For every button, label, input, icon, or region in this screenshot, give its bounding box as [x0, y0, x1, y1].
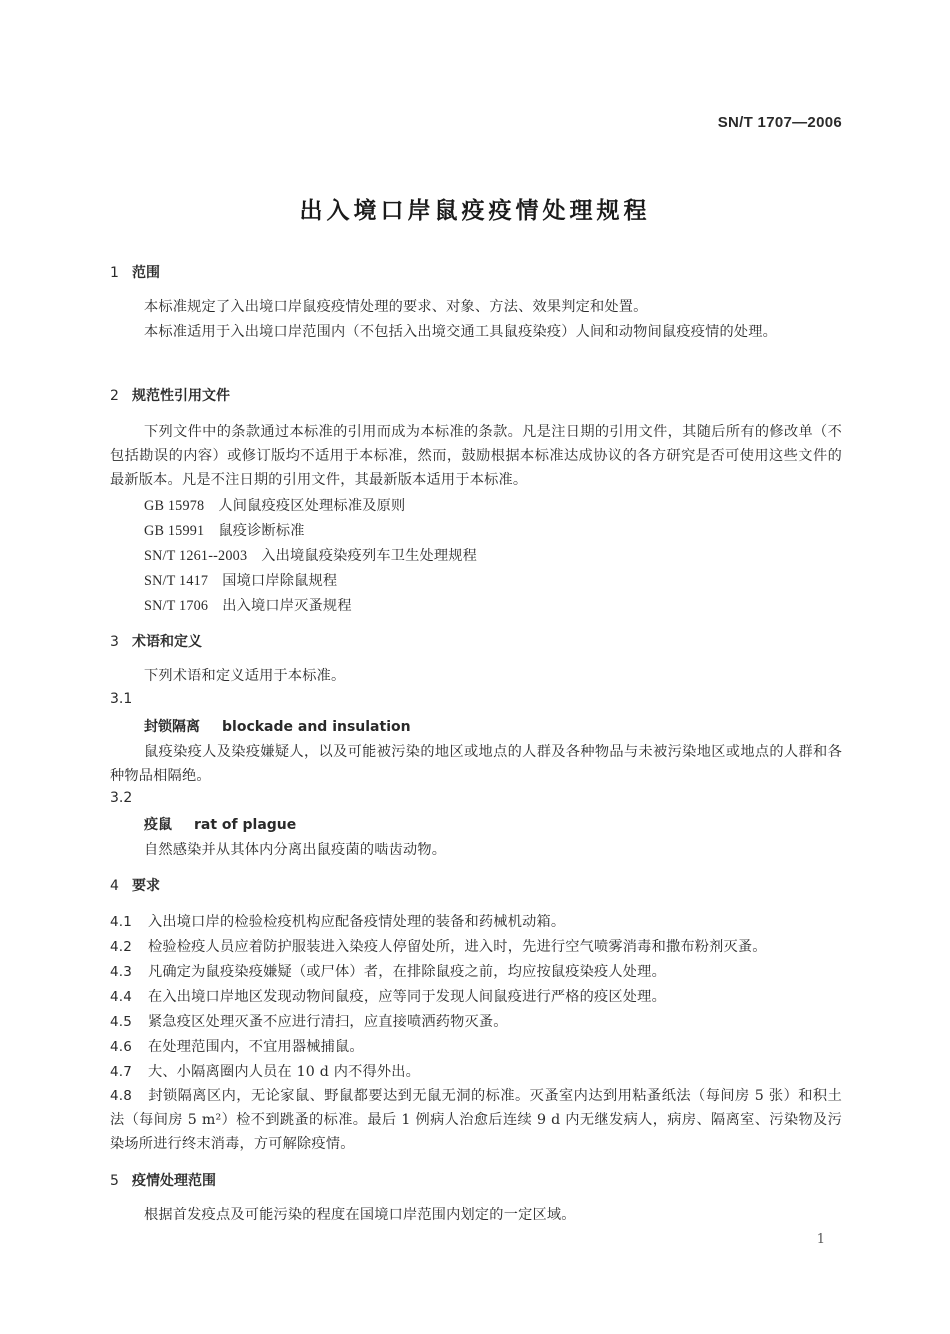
section-1-heading — [110, 262, 160, 282]
section-title: 规范性引用文件 — [132, 388, 230, 404]
reference-code: SN/T 1706 — [144, 598, 209, 614]
term-definition: 自然感染并从其体内分离出鼠疫菌的啮齿动物。 — [144, 842, 447, 858]
requirement-item — [110, 910, 842, 934]
section-5-heading — [110, 1170, 216, 1190]
reference-code: GB 15991 — [144, 523, 205, 539]
section-number: 4 — [110, 878, 119, 894]
section-title: 范围 — [132, 265, 160, 281]
section-3-heading — [110, 631, 202, 651]
requirement-number: 4.2 — [110, 939, 133, 955]
requirement-item — [110, 935, 842, 959]
requirement-text: 入出境口岸的检验检疫机构应配备疫情处理的装备和药械机动箱。 — [148, 914, 566, 930]
paragraph: 本标准规定了入出境口岸鼠疫疫情处理的要求、对象、方法、效果判定和处置。 — [144, 299, 648, 315]
requirement-text: 封锁隔离区内，无论家鼠、野鼠都要达到无鼠无洞的标准。灭蚤室内达到用粘蚤纸法（每间房 5 张）和积土法（每间房 5 m²）检不到跳蚤的标准。最后 1 例病人治愈后连续 9 d 内无继发病人，病房、隔离室、污染物及污染场所进行终末消毒，方可解除疫情。 — [110, 1088, 842, 1152]
section-number: 2 — [110, 388, 119, 404]
requirement-number: 4.1 — [110, 914, 133, 930]
requirement-item — [110, 985, 842, 1009]
section-4-heading — [110, 875, 160, 895]
requirement-number: 4.8 — [110, 1088, 133, 1104]
requirement-number: 4.5 — [110, 1014, 133, 1030]
document-title: 出入境口岸鼠疫疫情处理规程 — [299, 198, 651, 224]
reference-name: 国境口岸除鼠规程 — [222, 573, 338, 589]
requirement-item — [110, 1010, 842, 1034]
reference-name: 人间鼠疫疫区处理标准及原则 — [218, 498, 406, 514]
reference-code: SN/T 1261--2003 — [144, 548, 248, 564]
requirement-text: 检验检疫人员应着防护服装进入染疫人停留处所，进入时，先进行空气喷雾消毒和撒布粉剂灭蚤。 — [148, 939, 767, 955]
term-definition: 鼠疫染疫人及染疫嫌疑人，以及可能被污染的地区或地点的人群及各种物品与未被污染地区或地点的人群和各种物品相隔绝。 — [110, 744, 842, 784]
page-number: 1 — [816, 1232, 825, 1247]
requirement-text: 大、小隔离圈内人员在 10 d 内不得外出。 — [148, 1064, 421, 1080]
paragraph: 下列术语和定义适用于本标准。 — [144, 668, 346, 684]
term-en: rat of plague — [194, 817, 297, 833]
section-number: 5 — [110, 1173, 119, 1189]
reference-name: 入出境鼠疫染疫列车卫生处理规程 — [261, 548, 478, 564]
reference-item — [144, 495, 405, 515]
requirement-text: 在处理范围内，不宜用器械捕鼠。 — [148, 1039, 364, 1055]
section-title: 术语和定义 — [132, 634, 202, 650]
reference-item — [144, 545, 477, 565]
term-en: blockade and insulation — [222, 719, 411, 735]
section-2-heading — [110, 385, 230, 405]
reference-item — [144, 520, 305, 540]
term-zh: 封锁隔离 — [144, 719, 200, 735]
reference-name: 鼠疫诊断标准 — [218, 523, 305, 539]
paragraph: 本标准适用于入出境口岸范围内（不包括入出境交通工具鼠疫染疫）人间和动物间鼠疫疫情的处理。 — [144, 324, 778, 340]
requirement-item — [110, 1035, 842, 1059]
term-number: 3.1 — [110, 691, 133, 707]
reference-name: 出入境口岸灭蚤规程 — [222, 598, 352, 614]
requirement-text: 紧急疫区处理灭蚤不应进行清扫，应直接喷洒药物灭蚤。 — [148, 1014, 508, 1030]
paragraph: 根据首发疫点及可能污染的程度在国境口岸范围内划定的一定区域。 — [144, 1207, 576, 1223]
reference-item — [144, 595, 352, 615]
requirement-item — [110, 960, 842, 984]
term-heading — [144, 716, 411, 736]
reference-item — [144, 570, 337, 590]
reference-code: GB 15978 — [144, 498, 205, 514]
requirement-number: 4.4 — [110, 989, 133, 1005]
section-title: 要求 — [132, 878, 160, 894]
requirement-text: 在入出境口岸地区发现动物间鼠疫，应等同于发现人间鼠疫进行严格的疫区处理。 — [148, 989, 666, 1005]
term-heading — [144, 814, 296, 834]
section-number: 3 — [110, 634, 119, 650]
standard-number: SN/T 1707—2006 — [717, 114, 842, 131]
paragraph: 下列文件中的条款通过本标准的引用而成为本标准的条款。凡是注日期的引用文件，其随后所有的修改单（不包括勘误的内容）或修订版均不适用于本标准，然而，鼓励根据本标准达成协议的各方研究是否可使用这些文件的最新版本。凡是不注日期的引用文件，其最新版本适用于本标准。 — [110, 424, 842, 488]
requirement-text: 凡确定为鼠疫染疫嫌疑（或尸体）者，在排除鼠疫之前，均应按鼠疫染疫人处理。 — [148, 964, 666, 980]
requirement-number: 4.7 — [110, 1064, 133, 1080]
requirement-number: 4.6 — [110, 1039, 133, 1055]
term-zh: 疫鼠 — [144, 817, 172, 833]
reference-code: SN/T 1417 — [144, 573, 209, 589]
section-number: 1 — [110, 265, 119, 281]
section-title: 疫情处理范围 — [132, 1173, 216, 1189]
requirement-number: 4.3 — [110, 964, 133, 980]
requirement-item — [110, 1084, 842, 1156]
term-number: 3.2 — [110, 790, 133, 806]
requirement-item — [110, 1060, 842, 1084]
